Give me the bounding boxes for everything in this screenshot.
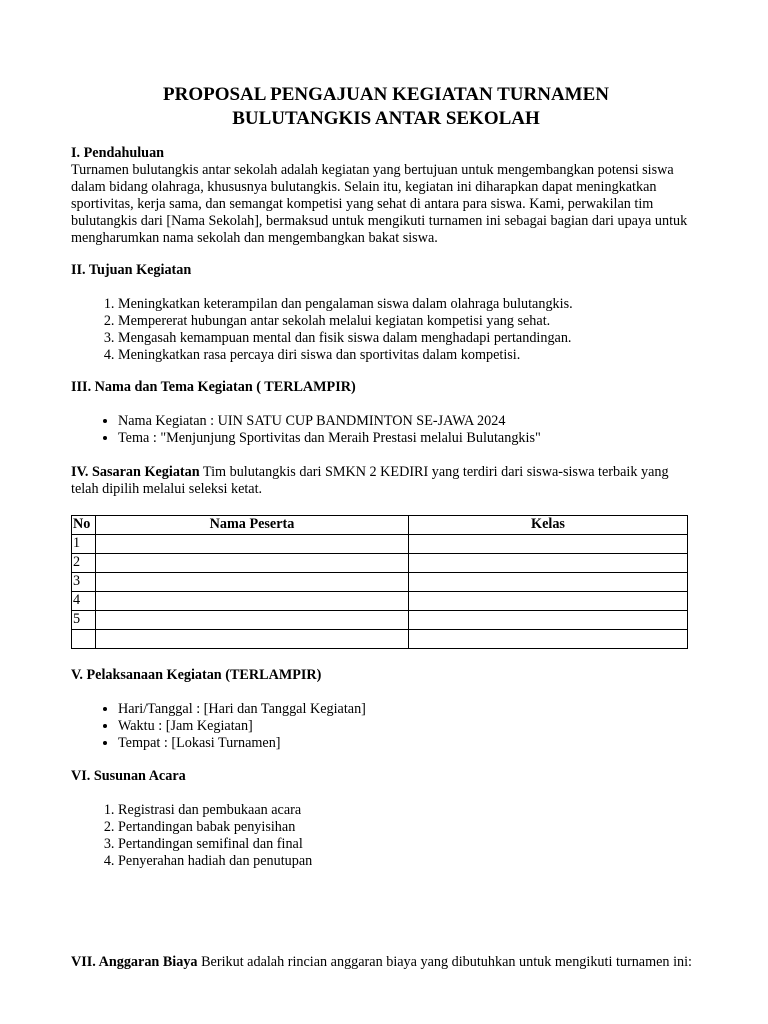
section-body [71,954,696,971]
list-item: 3. Mengasah kemampuan mental dan fisik siswa dalam menghadapi pertandingan. [118,330,696,347]
section-pendahuluan [71,145,696,247]
list-item: • Tempat : [Lokasi Turnamen] [118,735,696,752]
cell-no [72,630,96,649]
cell-no: 3 [72,573,96,592]
cell-no: 1 [72,535,96,554]
susunan-list [71,802,696,870]
table-row [72,535,688,554]
table-row [72,573,688,592]
cell-nama [96,535,409,554]
tujuan-list [71,296,696,364]
section-heading: V. Pelaksanaan Kegiatan (TERLAMPIR) [71,667,322,683]
list-item: 4. Penyerahan hadiah dan penutupan [118,853,696,870]
table-row [72,630,688,649]
cell-kelas [409,554,688,573]
table-row [72,554,688,573]
cell-no: 4 [72,592,96,611]
section-heading: VI. Susunan Acara [71,768,186,784]
table-header-row [72,516,688,535]
list-item: • Waktu : [Jam Kegiatan] [118,718,696,735]
cell-nama [96,554,409,573]
header-kelas: Kelas [409,516,688,535]
cell-no: 5 [72,611,96,630]
header-nama-peserta: Nama Peserta [96,516,409,535]
cell-kelas [409,611,688,630]
nama-tema-list [71,413,696,447]
peserta-table-wrap [71,515,696,649]
table-row [72,592,688,611]
section-pelaksanaan [71,667,696,752]
list-item: 3. Pertandingan semifinal dan final [118,836,696,853]
section-sasaran [71,464,696,498]
cell-nama [96,611,409,630]
list-item: • Hari/Tanggal : [Hari dan Tanggal Kegiatan] [118,701,696,718]
cell-nama [96,592,409,611]
list-item: 2. Pertandingan babak penyisihan [118,819,696,836]
list-item: 1. Registrasi dan pembukaan acara [118,802,696,819]
table-row [72,611,688,630]
sasaran-text: Tim bulutangkis dari SMKN 2 KEDIRI yang terdiri dari siswa-siswa terbaik yang telah dipilih melalui seleksi ketat. [71,464,669,497]
cell-kelas [409,573,688,592]
section-nama-tema [71,379,696,447]
section-heading: III. Nama dan Tema Kegiatan ( TERLAMPIR) [71,379,356,395]
header-no: No [72,516,96,535]
section-heading: IV. Sasaran Kegiatan [71,464,200,480]
list-item: • Nama Kegiatan : UIN SATU CUP BANDMINTON SE-JAWA 2024 [118,413,696,430]
section-heading: VII. Anggaran Biaya [71,954,198,970]
peserta-table [71,515,688,649]
list-item: • Tema : "Menjunjung Sportivitas dan Meraih Prestasi melalui Bulutangkis" [118,430,696,447]
pelaksanaan-list [71,701,696,752]
list-item: 4. Meningkatkan rasa percaya diri siswa dan sportivitas dalam kompetisi. [118,347,696,364]
section-body [71,464,696,498]
section-heading: II. Tujuan Kegiatan [71,262,192,278]
title-line-1: PROPOSAL PENGAJUAN KEGIATAN TURNAMEN [163,84,609,105]
cell-no: 2 [72,554,96,573]
section-body: Turnamen bulutangkis antar sekolah adalah kegiatan yang bertujuan untuk mengembangkan potensi siswa dalam bidang olahraga, khususnya bulutangkis. Selain itu, kegiatan ini diharapkan dapat meningkatkan sportivitas, kerja sama, dan semangat kompetisi yang sehat di antara para siswa. Kami, perwakilan tim bulutangkis dari [Nama Sekolah], bermaksud untuk mengikuti turnamen ini sebagai bagian dari upaya untuk mengharumkan nama sekolah dan mengembangkan bakat siswa. [71,162,688,246]
cell-kelas [409,630,688,649]
section-tujuan [71,262,696,364]
cell-kelas [409,535,688,554]
section-anggaran [71,954,696,971]
anggaran-text: Berikut adalah rincian anggaran biaya yang dibutuhkan untuk mengikuti turnamen ini: [197,954,692,970]
list-item: 2. Mempererat hubungan antar sekolah melalui kegiatan kompetisi yang sehat. [118,313,696,330]
section-susunan [71,768,696,870]
title-line-2: BULUTANGKIS ANTAR SEKOLAH [232,108,540,129]
cell-nama [96,573,409,592]
section-heading: I. Pendahuluan [71,145,165,161]
document-title [71,83,701,131]
cell-nama [96,630,409,649]
cell-kelas [409,592,688,611]
list-item: 1. Meningkatkan keterampilan dan pengalaman siswa dalam olahraga bulutangkis. [118,296,696,313]
